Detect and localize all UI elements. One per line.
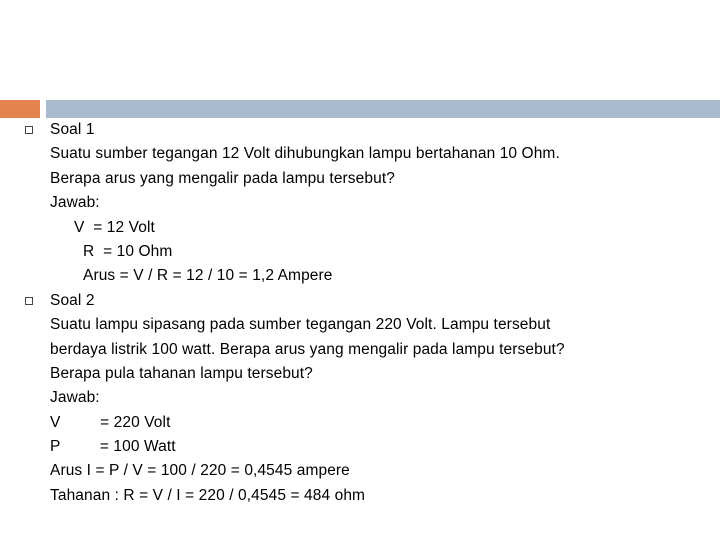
text-line xyxy=(0,484,720,508)
line-text: Suatu sumber tegangan 12 Volt dihubungkan lampu bertahanan 10 Ohm. xyxy=(50,145,560,163)
accent-bar xyxy=(0,100,40,118)
square-bullet-icon xyxy=(25,126,33,134)
text-line xyxy=(0,240,720,264)
line-text: R = 10 Ohm xyxy=(83,242,173,260)
line-text: Arus = V / R = 12 / 10 = 1,2 Ampere xyxy=(83,267,333,285)
line-text: Arus I = P / V = 100 / 220 = 0,4545 ampere xyxy=(50,462,350,480)
text-line xyxy=(0,411,720,435)
text-line xyxy=(0,338,720,362)
text-line xyxy=(0,313,720,337)
header-bar xyxy=(46,100,720,118)
square-bullet-icon xyxy=(25,297,33,305)
text-line xyxy=(0,459,720,483)
text-line xyxy=(0,142,720,166)
line-text: Soal 2 xyxy=(50,291,95,309)
slide-content xyxy=(0,118,720,508)
line-text: Berapa arus yang mengalir pada lampu tersebut? xyxy=(50,169,395,187)
text-line xyxy=(0,264,720,288)
line-text: Suatu lampu sipasang pada sumber tegangan 220 Volt. Lampu tersebut xyxy=(50,316,551,334)
line-text: Jawab: xyxy=(50,389,100,407)
text-line xyxy=(0,435,720,459)
line-text: P = 100 Watt xyxy=(50,438,176,456)
text-line xyxy=(0,216,720,240)
text-line xyxy=(0,362,720,386)
line-text: V = 220 Volt xyxy=(50,413,171,431)
bullet-item xyxy=(0,118,720,142)
line-text: berdaya listrik 100 watt. Berapa arus yang mengalir pada lampu tersebut? xyxy=(50,340,565,358)
line-text: Berapa pula tahanan lampu tersebut? xyxy=(50,364,313,382)
text-line xyxy=(0,386,720,410)
line-text: Soal 1 xyxy=(50,121,95,138)
line-text: Tahanan : R = V / I = 220 / 0,4545 = 484 ohm xyxy=(50,486,366,504)
line-text: V = 12 Volt xyxy=(74,218,155,236)
text-line xyxy=(0,167,720,191)
bullet-item xyxy=(0,289,720,313)
line-text: Jawab: xyxy=(50,194,100,212)
text-line xyxy=(0,191,720,215)
